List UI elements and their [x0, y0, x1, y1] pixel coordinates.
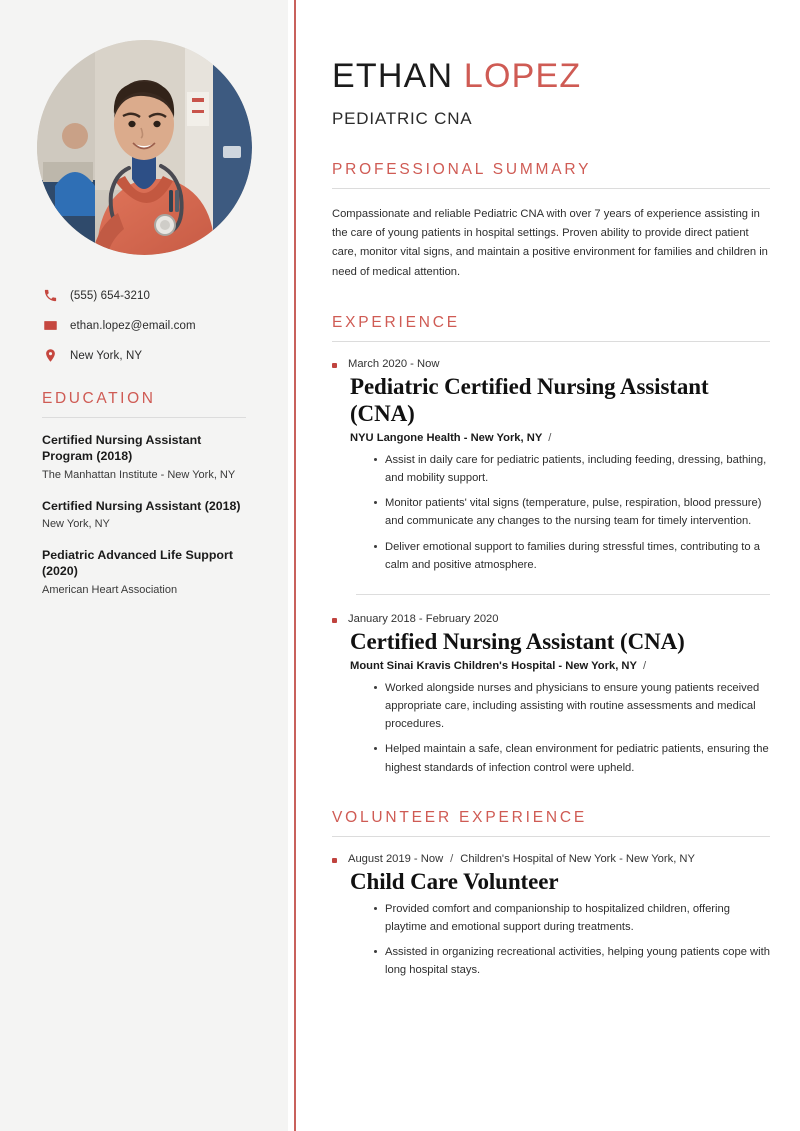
experience-title: Pediatric Certified Nursing Assistant (CNA)	[350, 373, 709, 426]
experience-entry	[332, 358, 770, 574]
education-subtitle: New York, NY	[42, 517, 110, 530]
volunteer-date: August 2019 - Now	[348, 852, 444, 865]
experience-bullet-list	[348, 679, 770, 777]
volunteer-section	[332, 809, 770, 980]
education-title: Certified Nursing Assistant Program (2018)	[42, 433, 202, 464]
experience-company	[350, 660, 770, 672]
contact-item-phone[interactable]	[42, 287, 288, 304]
job-role-subtitle: PEDIATRIC CNA	[332, 108, 473, 128]
last-name: LOPEZ	[463, 57, 582, 95]
education-item	[42, 498, 246, 532]
phone-value: (555) 654-3210	[70, 289, 151, 302]
contact-item-location[interactable]	[42, 347, 288, 364]
experience-date: January 2018 - February 2020	[348, 612, 499, 625]
first-name: ETHAN	[332, 57, 454, 95]
education-title: Pediatric Advanced Life Support (2020)	[42, 547, 233, 579]
list-item: Assist in daily care for pediatric patients, including feeding, dressing, bathing, and mobility support.	[374, 451, 770, 487]
education-section	[42, 390, 246, 597]
experience-section	[332, 314, 770, 777]
experience-entry	[332, 613, 770, 777]
list-item: Helped maintain a safe, clean environment for pediatric patients, ensuring the highest standards of infection control were upheld.	[374, 740, 770, 776]
education-title: Certified Nursing Assistant (2018)	[42, 498, 241, 513]
sidebar	[0, 0, 288, 1131]
list-item: Worked alongside nurses and physicians to ensure young patients received appropriate care, including assisting with routine assessments and medical procedures.	[374, 679, 770, 733]
location-pin-icon	[42, 347, 59, 364]
education-heading: EDUCATION	[42, 390, 246, 418]
avatar	[37, 40, 252, 255]
education-subtitle: American Heart Association	[42, 583, 178, 596]
professional-summary-text: Compassionate and reliable Pediatric CNA with over 7 years of experience assisting in the care of young patients in hospital settings. Proven ability to provide direct patient care, monitor vital signs, and maintain a positive environment for families and children in need of medical attention.	[332, 207, 768, 278]
volunteer-entry	[332, 853, 770, 980]
experience-company-name: Mount Sinai Kravis Children's Hospital - New York, NY	[350, 660, 637, 672]
experience-company-name: NYU Langone Health - New York, NY	[350, 432, 543, 445]
main-content	[288, 0, 800, 1131]
envelope-icon	[42, 317, 59, 334]
volunteer-bullet-list	[348, 900, 770, 980]
contact-item-email[interactable]	[42, 317, 288, 334]
experience-title: Certified Nursing Assistant (CNA)	[350, 628, 685, 654]
education-item	[42, 432, 246, 483]
volunteer-meta	[348, 853, 770, 865]
professional-summary-section	[332, 161, 770, 282]
list-item: Provided comfort and companionship to hospitalized children, offering playtime and emotional support during treatments.	[374, 900, 770, 936]
entry-bullet-icon	[332, 363, 337, 368]
list-item: Monitor patients' vital signs (temperature, pulse, respiration, blood pressure) and communicate any changes to the nursing team for timely intervention.	[374, 494, 770, 530]
education-item	[42, 547, 246, 598]
experience-company	[350, 432, 770, 444]
experience-company-slash: /	[548, 432, 552, 445]
professional-summary-heading: PROFESSIONAL SUMMARY	[332, 161, 770, 189]
profile-photo-illustration	[37, 40, 252, 255]
sidebar-accent-divider	[294, 0, 296, 1131]
education-subtitle: The Manhattan Institute - New York, NY	[42, 468, 236, 481]
list-item: Deliver emotional support to families during stressful times, contributing to a calm and positive atmosphere.	[374, 538, 770, 574]
entry-bullet-icon	[332, 618, 337, 623]
experience-date: March 2020 - Now	[348, 357, 440, 370]
page-title	[332, 58, 770, 95]
location-value: New York, NY	[70, 349, 143, 362]
entry-bullet-icon	[332, 858, 337, 863]
experience-company-slash: /	[642, 660, 647, 672]
volunteer-heading: VOLUNTEER EXPERIENCE	[332, 809, 770, 837]
entry-separator	[356, 594, 770, 595]
volunteer-title: Child Care Volunteer	[350, 868, 559, 894]
volunteer-organization: Children's Hospital of New York - New York, NY	[460, 852, 695, 865]
experience-bullet-list	[348, 451, 770, 574]
volunteer-separator: /	[450, 852, 454, 865]
contact-list	[42, 287, 288, 364]
list-item: Assisted in organizing recreational activities, helping young patients cope with long hospital stays.	[374, 943, 770, 979]
experience-heading: EXPERIENCE	[332, 314, 770, 342]
email-value: ethan.lopez@email.com	[70, 319, 196, 332]
phone-icon	[42, 287, 59, 304]
